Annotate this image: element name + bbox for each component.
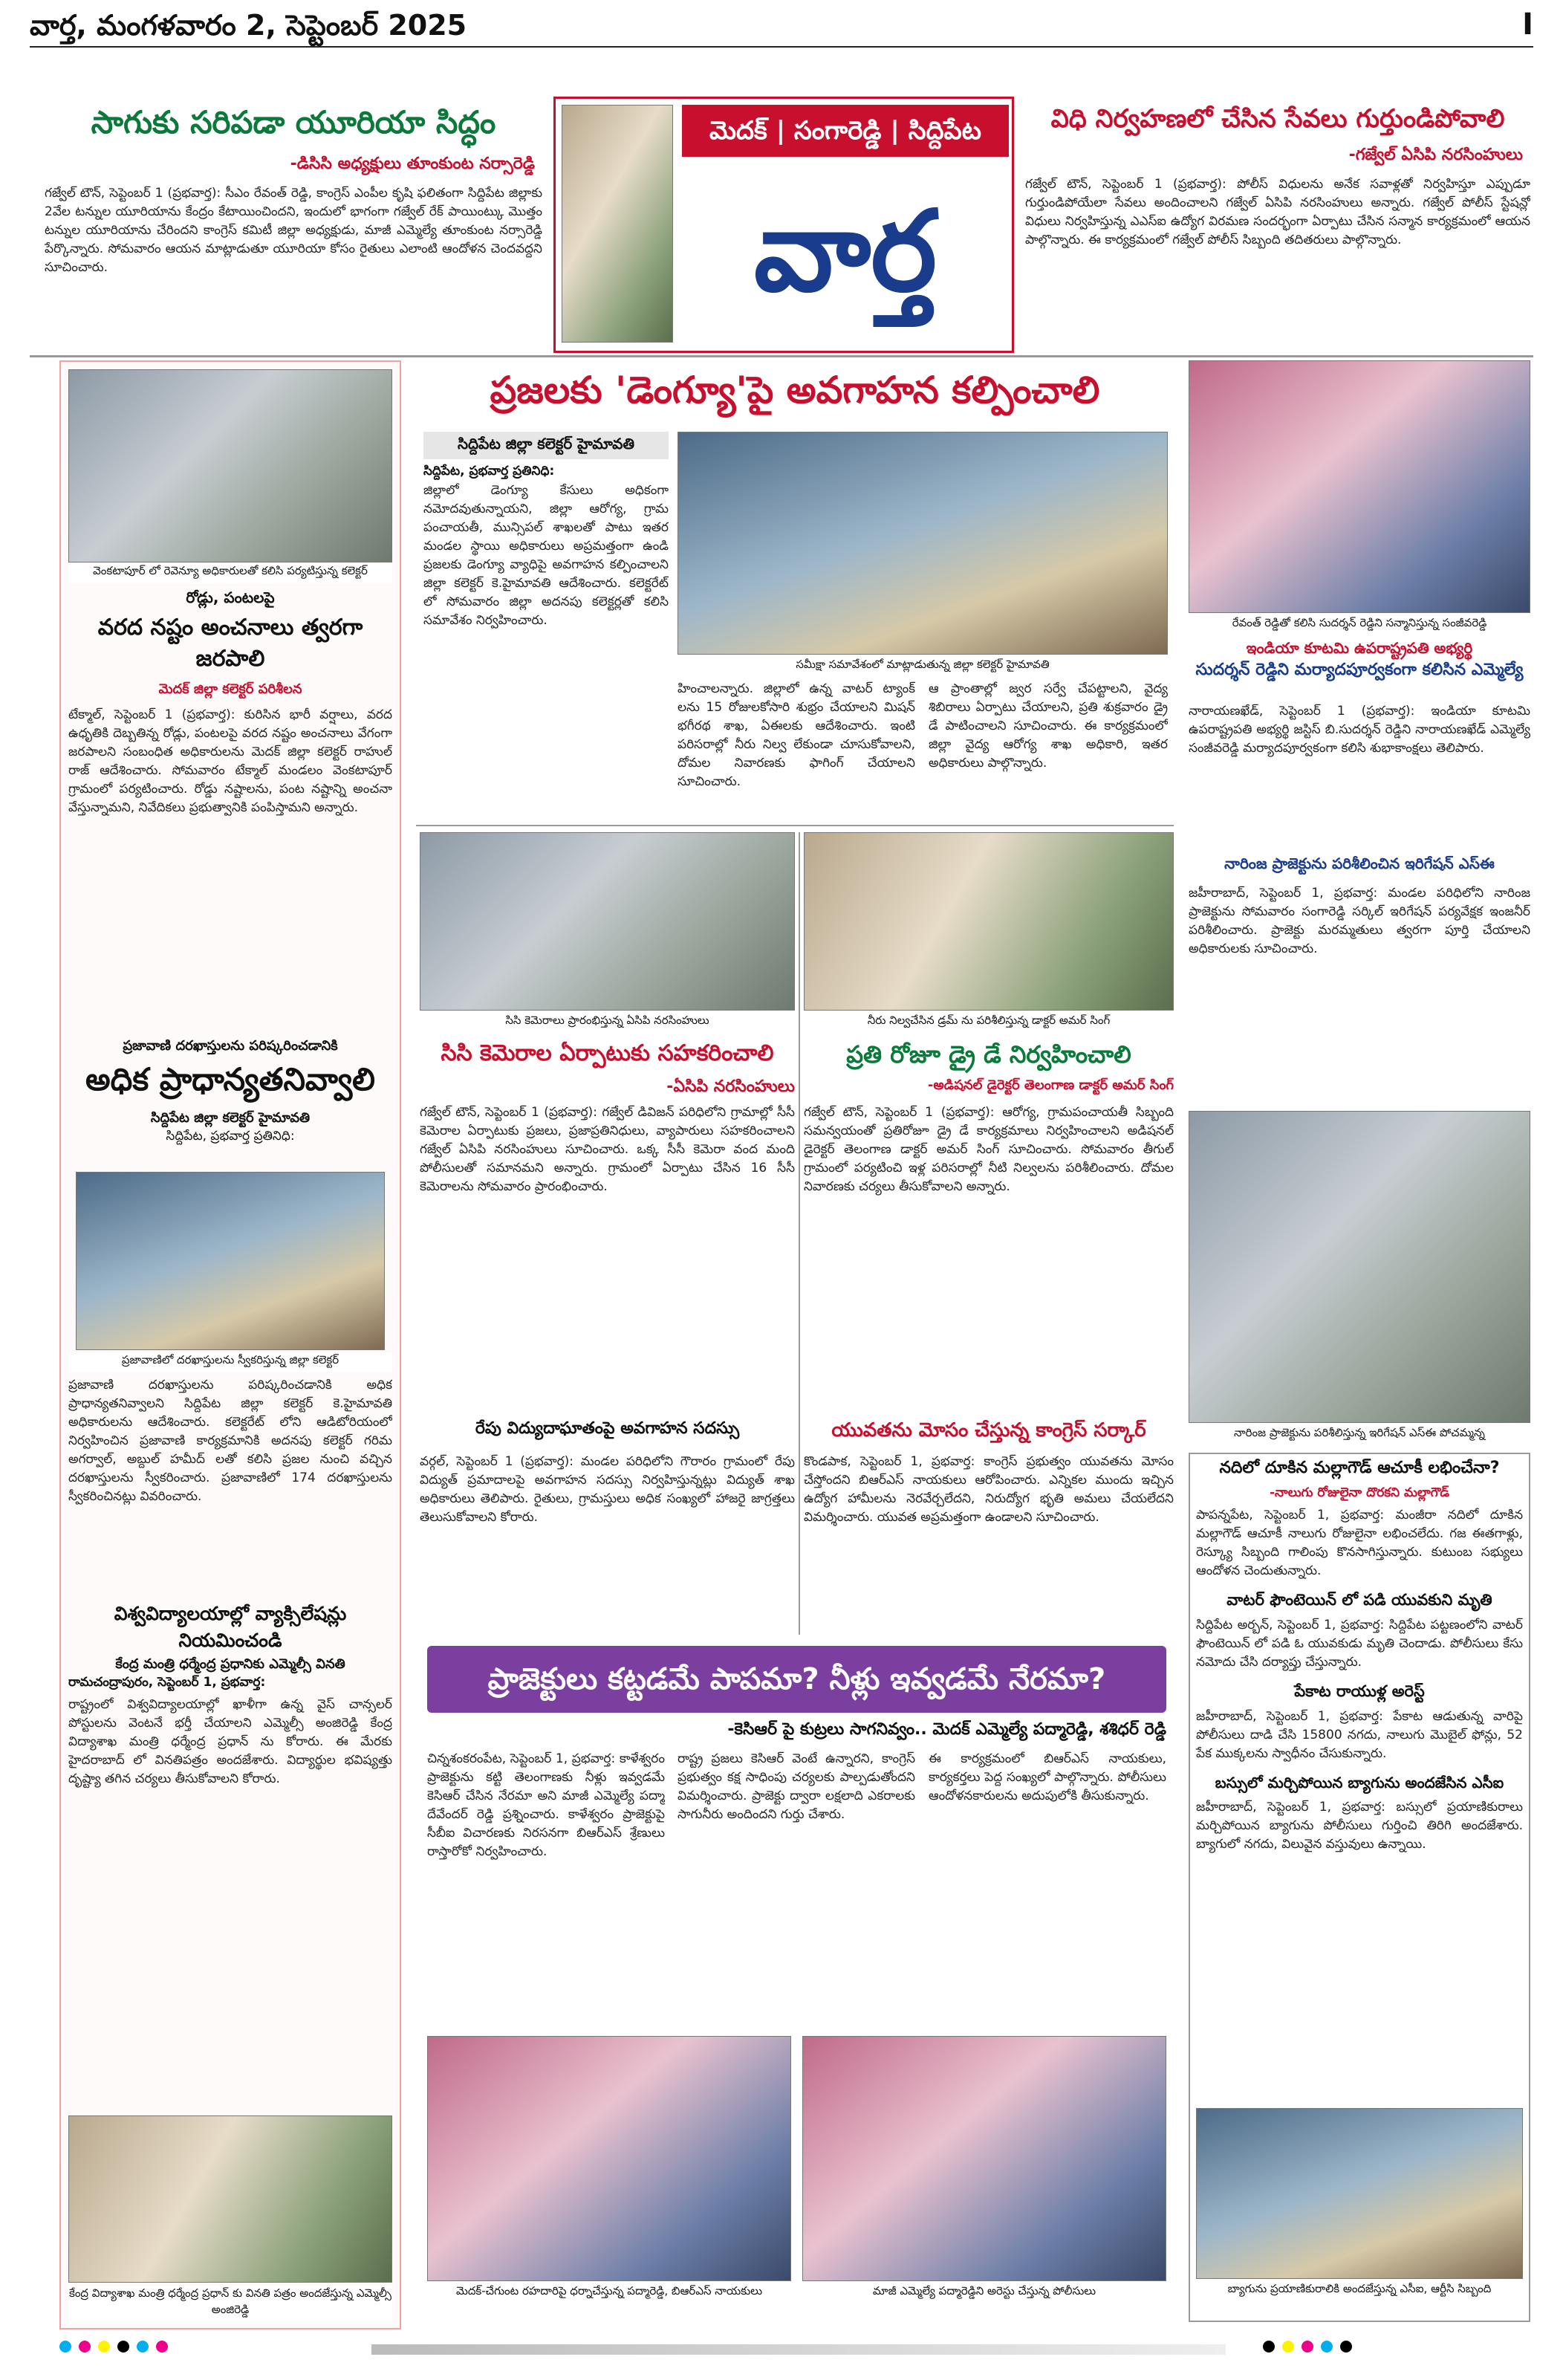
briefs-box <box>1189 1453 1530 2322</box>
photo-caption: ప్రజావాణిలో దరఖాస్తులను స్వీకరిస్తున్న జిల్లా కలెక్టర్ <box>68 1353 392 1372</box>
dateline: సిద్దిపేట, ప్రభవార్త ప్రతినిధి: <box>423 464 555 479</box>
inspection-photo <box>68 369 392 562</box>
story-body-2: వర్గల్, సెప్టెంబర్ 1 (ప్రభవార్త): మండల పరిధిలోని గౌరారం గ్రామంలో రేపు విద్యుత్ ప్రమాదాలపై అవగాహన సదస్సు నిర్వహిస్తున్నట్లు విద్యుత్ శాఖ అధికారులు తెలిపారు. రైతులు, గ్రామస్తులు అధిక సంఖ్యలో హాజరై జాగ్రత్తలు తెలుసుకోవాలని కోరారు. <box>420 1454 795 1525</box>
byline: -నాలుగు రోజులైనా దొరకని మల్లాగౌడ్ <box>1269 1485 1449 1500</box>
review-meeting-photo <box>677 432 1168 655</box>
headline: సిసి కెమెరాల ఏర్పాటుకు సహకరించాలి <box>441 1040 774 1066</box>
headline-2: వాటర్ ఫౌంటెయిన్ లో పడి యువకుని మృతి <box>1226 1591 1492 1609</box>
left-column <box>59 360 401 2329</box>
dharna-photo <box>427 2036 791 2281</box>
banner-body-a: చిన్నశంకరంపేట, సెప్టెంబర్ 1, ప్రభవార్త: కాళేశ్వరం ప్రాజెక్టును కట్టి తెలంగాణకు నీళ్లు ఇవ్వడమే కెసిఆర్ చేసిన నేరమా అని మాజీ ఎమ్మెల్యే పద్మా దేవేందర్ రెడ్డి ప్రశ్నించారు. కాళేశ్వరం ప్రాజెక్టుపై సీబీఐ విచారణకు నిరసనగా బిఆర్ఎస్ శ్రేణులు రాస్తారోకో నిర్వహించారు. <box>427 1751 665 1859</box>
headline: ప్రతి రోజూ డ్రై డే నిర్వహించాలి <box>846 1040 1131 1069</box>
story-body: నారాయణఖేడ్, సెప్టెంబర్ 1 (ప్రభవార్త): ఇండియా కూటమి ఉపరాష్ట్రపతి అభ్యర్థి జస్టిస్ బి.సుదర్శన్ రెడ్డిని నారాయణఖేడ్ ఎమ్మెల్యే సంజీవరెడ్డి మర్యాదపూర్వకంగా కలిసి శుభాకాంక్షలు తెలిపారు. <box>1189 704 1530 756</box>
photo-caption: కేంద్ర విద్యాశాఖ మంత్రి ధర్మేంద్ర ప్రధాన్ కు వినతి పత్రం అందజేస్తున్న ఎమ్మెల్సీ అంజిరెడ్డి <box>68 2286 392 2324</box>
project-inspection-photo <box>1189 1111 1530 1423</box>
headline: నదిలో దూకిన మల్లాగౌడ్ ఆచూకీ లభించేనా? <box>1219 1459 1500 1477</box>
story-body: గజ్వేల్ టౌన్, సెప్టెంబర్ 1 (ప్రభవార్త): గజ్వేల్ డివిజన్ పరిధిలోని గ్రామాల్లో సీసీ కెమెరాల ఏర్పాటుకు ప్రజలు, ప్రజాప్రతినిధులు, వ్యాపారులు సహకరించాలని గజ్వేల్ ఏసిపి నరసింహులు సూచించారు. ఒక్క సీసీ కెమెరా వంద మంది పోలీసులతో సమానమని అన్నారు. గ్రామంలో ఏర్పాటు చేసిన 16 సీసీ కెమెరాలను సోమవారం ప్రారంభించారు. <box>420 1105 795 1194</box>
story-body: ప్రజావాణి దరఖాస్తులను పరిష్కరించడానికి అధిక ప్రాధాన్యతనివ్వాలని సిద్దిపేట జిల్లా కలెక్టర్ కె.హైమావతి అధికారులను ఆదేశించారు. కలెక్టరేట్ లోని ఆడిటోరియంలో నిర్వహించిన ప్రజావాణి కార్యక్రమానికి అదనపు కలెక్టర్ గరిమ అగర్వాల్, అబ్దుల్ హమీద్ లతో కలిసి ప్రజల నుంచి వచ్చిన దరఖాస్తులను స్వీకరించారు. ప్రజావాణిలో 174 దరఖాస్తులను స్వీకరించినట్లు వివరించారు. <box>68 1378 392 1504</box>
story-body-3: జహీరాబాద్, సెప్టెంబర్ 1, ప్రభవార్త: పేకాట ఆడుతున్న వారిపై పోలీసులు దాడి చేసి 15800 నగదు, నాలుగు మొబైల్ ఫోన్లు, 52 పేక ముక్కలను స్వాధీనం చేసుకున్నారు. <box>1196 1709 1523 1761</box>
headline-2: రేపు విద్యుదాఘాతంపై అవగాహన సదస్సు <box>475 1419 740 1438</box>
story-body-2: జహీరాబాద్, సెప్టెంబర్ 1, ప్రభవార్త: మండల పరిధిలోని నారింజ ప్రాజెక్టును సోమవారం సంగారెడ్డి సర్కిల్ ఇరిగేషన్ పర్యవేక్షక ఇంజనీర్ పరిశీలించారు. ప్రాజెక్టు మరమ్మతులు త్వరగా పూర్తి చేయాలని అధికారులకు సూచించారు. <box>1189 886 1530 956</box>
byline: మెదక్ జిల్లా కలెక్టర్ పరిశీలన <box>158 681 302 697</box>
header-rule <box>30 46 1533 48</box>
color-registration-marks <box>59 2341 357 2363</box>
photo-caption: వెంకటాపూర్ లో రెవెన్యూ అధికారులతో కలిసి పర్యటిస్తున్న కలెక్టర్ <box>68 564 392 583</box>
story-body: రాష్ట్రంలో విశ్వవిద్యాలయాల్లో ఖాళీగా ఉన్న వైస్ చాన్సలర్ పోస్టులను వెంటనే భర్తీ చేయాలని ఎమ్మెల్సీ అంజిరెడ్డి కేంద్ర విద్యాశాఖ మంత్రి ధర్మేంద్ర ప్రధాన్ ను కోరారు. ఈ మేరకు హైదరాబాద్ లో వినతిపత్రం అందజేశారు. విద్యార్థుల భవిష్యత్తు దృష్ట్యా తగిన చర్యలు తీసుకోవాలని కోరారు. <box>68 1697 392 1786</box>
top-right-story <box>1025 104 1530 349</box>
landmark-photo <box>562 105 673 343</box>
story-body: గజ్వేల్ టౌన్, సెప్టెంబర్ 1 (ప్రభవార్త): ఆరోగ్య, గ్రామపంచాయతీ సిబ్బంది సమన్వయంతో ప్రతిరోజూ డ్రై డే కార్యక్రమాలు నిర్వహించాలని అడిషనల్ డైరెక్టర్ తెలంగాణ డాక్టర్ అమర్ సింగ్ సూచించారు. సోమవారం తీగుల్ గ్రామంలో పర్యటించి ఇళ్ల పరిసరాల్లో నీటి నిల్వలను పరిశీలించారు. దోమల నివారణకు చర్యలు తీసుకోవాలని అన్నారు. <box>804 1105 1174 1194</box>
kicker: రోడ్లు, పంటలపై <box>186 588 275 606</box>
prajavani-photo <box>76 1172 385 1350</box>
story-body-b: హించాలన్నారు. జిల్లాలో ఉన్న వాటర్ ట్యాంక్ లను 15 రోజులకోసారి శుభ్రం చేయాలని మిషన్ భగీరథ శాఖ, ఏఈలకు ఆదేశించారు. ఇంటి పరిసరాల్లో నీరు నిల్వ లేకుండా చూసుకోవాలని, దోమల నివారణకు ఫాగింగ్ చేయాలని సూచించారు. <box>677 681 915 789</box>
column-rule <box>799 832 800 1635</box>
story-body: టేక్మాల్, సెప్టెంబర్ 1 (ప్రభవార్త): కురిసిన భారీ వర్షాలు, వరద ఉధృతికి దెబ్బతిన్న రోడ్లు, పంటలపై వరద నష్టం అంచనాలు వేగంగా జరపాలని సంబంధిత అధికారులను మెదక్ జిల్లా కలెక్టర్ రాహుల్ రాజ్ ఆదేశించారు. సోమవారం టేక్మాల్ మండలం వెంకటాపూర్ గ్రామంలో పర్యటించారు. రోడ్డు నష్టాలను, పంట నష్టాన్ని అంచనా వేస్తున్నామని, నివేదికలు ప్రభుత్వానికి పంపిస్తామని అన్నారు. <box>68 707 392 815</box>
felicitation-photo <box>1189 360 1530 613</box>
kicker: ఇండియా కూటమి ఉపరాష్ట్రపతి అభ్యర్థి <box>1246 639 1473 657</box>
drum-inspection-photo <box>804 832 1174 1011</box>
vp-story-header <box>1189 639 1530 698</box>
dry-day-story <box>804 832 1174 1635</box>
paper-logo: వార్త <box>753 186 938 317</box>
headline: విశ్వవిద్యాలయాల్లో వ్యాక్సిలేషన్లు నియమించండి <box>114 1603 347 1651</box>
photo-caption: మాజీ ఎమ్మెల్యే పద్మారెడ్డిని అరెస్టు చేస్తున్న పోలీసులు <box>802 2284 1166 2303</box>
banner-byline: -కెసిఆర్ పై కుట్రలు సాగనివ్వం.. మెదక్ ఎమ్మెల్యే పద్మారెడ్డి, శశిధర్ రెడ్డి <box>727 1720 1166 1739</box>
headline-2: యువతను మోసం చేస్తున్న కాంగ్రెస్ సర్కార్ <box>831 1419 1146 1442</box>
byline: -గజ్వేల్ ఏసిపి నరసింహులు <box>1348 146 1523 164</box>
story-body: గజ్వేల్ టౌన్, సెప్టెంబర్ 1 (ప్రభవార్త): పోలీస్ విధులను అనేక సవాళ్లతో నిర్వహిస్తూ ఎప్పుడూ గుర్తుండిపోయేలా సేవలు అందించాలని గజ్వేల్ ఏసిపి నరసింహులు అన్నారు. గజ్వేల్ పోలీస్ స్టేషన్లో విధులు నిర్వహిస్తున్న ఎఎస్ఐ ఉద్యోగ విరమణ సందర్భంగా ఏర్పాటు చేసిన సన్మాన కార్యక్రమంలో ఆయన పాల్గొన్నారు. ఈ కార్యక్రమంలో గజ్వేల్ పోలీస్ సిబ్బంది తదితరులు పాల్గొన్నారు. <box>1025 177 1530 247</box>
color-registration-marks-right <box>1263 2341 1530 2363</box>
headline: సాగుకు సరిపడా యూరియా సిద్ధం <box>91 104 496 140</box>
top-left-story <box>45 104 542 349</box>
banner-body-b: రాష్ట్ర ప్రజలు కెసిఆర్ వెంటే ఉన్నారని, కాంగ్రెస్ ప్రభుత్వం కక్ష సాధింపు చర్యలకు పాల్పడుతోందని విమర్శించారు. ప్రాజెక్టు ద్వారా లక్షలాది ఎకరాలకు సాగునీరు అందిందని గుర్తు చేశారు. <box>677 1751 915 1822</box>
headline: సుదర్శన్ రెడ్డిని మర్యాదపూర్వకంగా కలిసిన ఎమ్మెల్యే <box>1195 661 1524 679</box>
photo-caption: నారింజ ప్రాజెక్టును పరిశీలిస్తున్న ఇరిగేషన్ ఎస్ఈ పోచమ్మన్న <box>1189 1426 1530 1445</box>
vc-story <box>68 1603 392 2115</box>
masthead <box>553 97 1014 353</box>
photo-caption: సమీక్షా సమావేశంలో మాట్లాడుతున్న జిల్లా కలెక్టర్ హైమావతి <box>677 658 1168 677</box>
headline: ప్రజలకు 'డెంగ్యూ'పై అవగాహన కల్పించాలి <box>490 369 1100 412</box>
right-column <box>1189 360 1530 2322</box>
photo-caption: సిసి కెమెరాలు ప్రారంభిస్తున్న ఏసిపి నరసింహులు <box>420 1014 795 1033</box>
banner-body-c: ఈ కార్యక్రమంలో బిఆర్ఎస్ నాయకులు, కార్యకర్తలు పెద్ద సంఖ్యలో పాల్గొన్నారు. పోలీసులు ఆందోళనకారులను అదుపులోకి తీసుకున్నారు. <box>929 1751 1166 1803</box>
headline: అధిక ప్రాధాన్యతనివ్వాలి <box>85 1061 375 1097</box>
headline: విధి నిర్వహణలో చేసిన సేవలు గుర్తుండిపోవాలి <box>1050 104 1505 134</box>
arrest-photo <box>802 2036 1166 2281</box>
dengue-story <box>416 360 1174 836</box>
prajavani-story-header <box>68 1038 392 1172</box>
dateline: సిద్దిపేట, ప్రభవార్త ప్రతినిధి: <box>166 1129 295 1144</box>
dengue-col-a <box>423 432 669 818</box>
byline: కేంద్ర మంత్రి ధర్మేంద్ర ప్రధానికు ఎమ్మెల్సీ వినతి <box>115 1656 345 1672</box>
bag-handover-photo <box>1196 2108 1523 2279</box>
minister-photo <box>68 2115 392 2283</box>
byline: సిద్దిపేట జిల్లా కలెక్టర్ హైమావతి <box>150 1110 311 1126</box>
photo-caption: రేవంత్ రెడ్డితో కలిసి సుదర్శన్ రెడ్డిని సన్మానిస్తున్న సంజీవరెడ్డి <box>1189 616 1530 635</box>
headline-3: పేకాట రాయుళ్ల అరెస్ట్ <box>1294 1682 1425 1700</box>
flood-story <box>68 588 392 1034</box>
photo-caption: మెదక్-చేగుంట రహదారిపై ధర్నాచేస్తున్న పద్మారెడ్డి, బిఆర్ఎస్ నాయకులు <box>427 2284 791 2303</box>
byline: -డిసిసి అధ్యక్షులు తూంకుంట నర్సారెడ్డి <box>290 155 535 173</box>
story-body-4: జహీరాబాద్, సెప్టెంబర్ 1, ప్రభవార్త: బస్సులో ప్రయాణికురాలు మర్చిపోయిన బ్యాగును పోలీసులు గుర్తించి తిరిగి అందజేశారు. బ్యాగులో నగదు, విలువైన వస్తువులు ఉన్నాయి. <box>1196 1800 1523 1852</box>
footer-bar <box>371 2344 1226 2355</box>
byline: సిద్దిపేట జిల్లా కలెక్టర్ హైమావతి <box>423 432 669 459</box>
headline-4: బస్సులో మర్చిపోయిన బ్యాగును అందజేసిన ఎసీఐ <box>1215 1774 1504 1792</box>
byline: -ఏసిపి నరసింహులు <box>666 1077 795 1096</box>
story-body: పాపన్నపేట, సెప్టెంబర్ 1, ప్రభవార్త: మంజీరా నదిలో దూకిన మల్లాగౌడ్ ఆచూకీ నాలుగు రోజులైనా లభించలేదు. గజ ఈతగాళ్లు, రెస్క్యూ సిబ్బంది గాలింపు కొనసాగిస్తున్నారు. కుటుంబ సభ్యులు ఆందోళన చెందుతున్నారు. <box>1196 1508 1523 1578</box>
project-banner-headline: ప్రాజెక్టులు కట్టడమే పాపమా? నీళ్లు ఇవ్వడమే నేరమా? <box>427 1646 1166 1713</box>
district-bar: మెదక్ | సంగారెడ్డి | సిద్దిపేట <box>682 105 1009 157</box>
story-body-2: కొండపాక, సెప్టెంబర్ 1, ప్రభవార్త: కాంగ్రెస్ ప్రభుత్వం యువతను మోసం చేస్తోందని బిఆర్ఎస్ నాయకులు ఆరోపించారు. ఎన్నికల ముందు ఇచ్చిన ఉద్యోగ హామీలను నెరవేర్చలేదని, నిరుద్యోగ భృతి అమలు చేయలేదని విమర్శించారు. యువత అప్రమత్తంగా ఉండాలని సూచించారు. <box>804 1454 1174 1525</box>
story-body-2: సిద్దిపేట అర్బన్, సెప్టెంబర్ 1, ప్రభవార్త: సిద్దిపేట పట్టణంలోని వాటర్ ఫౌంటెయిన్ లో పడి ఓ యువకుడు మృతి చెందాడు. పోలీసులు కేసు నమోదు చేసి దర్యాప్తు చేస్తున్నారు. <box>1196 1618 1523 1670</box>
story-body: జిల్లాలో డెంగ్యూ కేసులు అధికంగా నమోదవుతున్నాయని, జిల్లా ఆరోగ్య, గ్రామ పంచాయతీ, మున్సిపల్ శాఖలతో పాటు ఇతర మండల స్థాయి అధికారులు అప్రమత్తంగా ఉండి ప్రజలకు డెంగ్యూ వ్యాధిపై అవగాహన కల్పించాలని జిల్లా కలెక్టర్ కె.హైమావతి ఆదేశించారు. కలెక్టరేట్ లో సోమవారం జిల్లా అదనపు కలెక్టర్లతో కలిసి సమావేశం నిర్వహించారు. <box>423 483 669 628</box>
photo-caption: నీరు నిల్వచేసిన డ్రమ్ ను పరిశీలిస్తున్న డాక్టర్ అమర్ సింగ్ <box>804 1014 1174 1033</box>
headline: వరద నష్టం అంచనాలు త్వరగా జరపాలి <box>97 615 363 672</box>
page-number: I <box>1522 7 1533 42</box>
section-rule <box>30 355 1533 357</box>
cctv-photo <box>420 832 795 1011</box>
story-body: గజ్వేల్ టౌన్, సెప్టెంబర్ 1 (ప్రభవార్త): సీఎం రేవంత్ రెడ్డి, కాంగ్రెస్ ఎంపీల కృషి ఫలితంగా సిద్దిపేట జిల్లాకు 2వేల టన్నుల యూరియాను కేంద్రం కేటాయించిందని, ఇందులో భాగంగా గజ్వేల్ రేక్ పాయింట్కు మొత్తం టన్నుల యూరియాను చేరిందని కాంగ్రెస్ కమిటీ జిల్లా అధ్యక్షుడు, మాజీ ఎమ్మెల్యే తూంకుంట నర్సారెడ్డి పేర్కొన్నారు. సోమవారం ఆయన మాట్లాడుతూ యూరియా కోసం రైతులు ఎలాంటి ఆందోళన చెందవద్దని సూచించారు. <box>45 186 542 275</box>
page-header-title: వార్త, మంగళవారం 2, సెప్టెంబర్ 2025 <box>30 9 467 42</box>
cctv-story <box>420 832 795 1635</box>
photo-caption: బ్యాగును ప్రయాణికురాలికి అందజేస్తున్న ఎసీఐ, ఆర్టీసి సిబ్బంది <box>1196 2282 1523 2312</box>
byline: -అడిషనల్ డైరెక్టర్ తెలంగాణ డాక్టర్ అమర్ సింగ్ <box>927 1077 1174 1093</box>
section-rule <box>416 825 1174 826</box>
headline-2: నారింజ ప్రాజెక్టును పరిశీలించిన ఇరిగేషన్ ఎస్ఈ <box>1224 855 1495 872</box>
story-body-c: ఆ ప్రాంతాల్లో జ్వర సర్వే చేపట్టాలని, వైద్య శిబిరాలు ఏర్పాటు చేయాలని, ప్రతి శుక్రవారం డ్రై డే పాటించాలని సూచించారు. ఈ కార్యక్రమంలో జిల్లా వైద్య ఆరోగ్య శాఖ అధికారి, ఇతర అధికారులు పాల్గొన్నారు. <box>929 681 1168 771</box>
dateline: రామచంద్రాపురం, సెప్టెంబర్ 1, ప్రభవార్త: <box>68 1675 266 1690</box>
kicker: ప్రజావాణి దరఖాస్తులను పరిష్కరించడానికి <box>123 1038 338 1054</box>
